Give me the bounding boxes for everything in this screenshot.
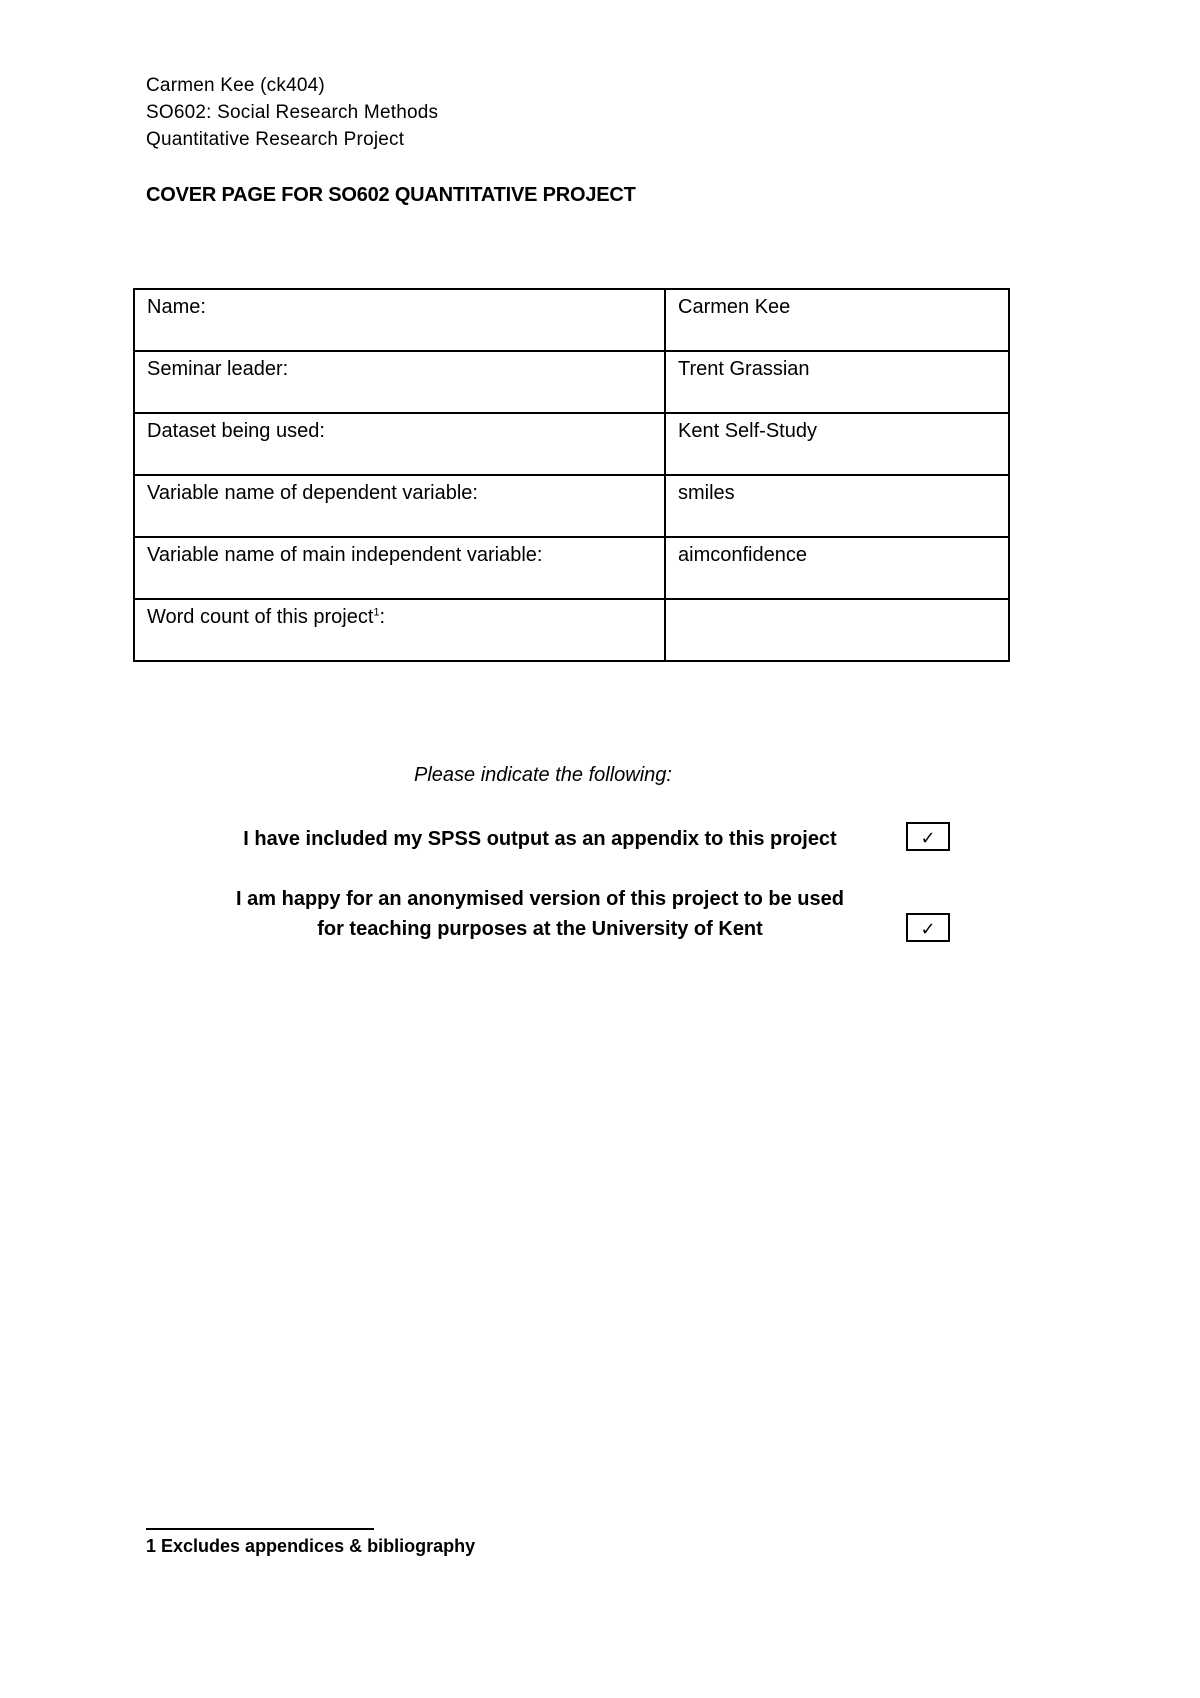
spss-output-checkbox[interactable] — [906, 822, 950, 851]
table-row — [134, 537, 1009, 599]
table-row — [134, 289, 1009, 351]
table-row — [134, 475, 1009, 537]
word-count-value[interactable] — [665, 599, 1009, 661]
anonymised-consent-checkbox[interactable] — [906, 913, 950, 942]
anonymised-consent-statement — [150, 884, 930, 944]
row-label: Seminar leader: — [134, 351, 665, 413]
row-value: smiles — [665, 475, 1009, 537]
spss-output-statement — [150, 824, 930, 854]
statement-line: I am happy for an anonymised version of this project to be used — [236, 888, 844, 910]
footnote: 1 Excludes appendices & bibliography — [146, 1536, 476, 1556]
word-count-label: Word count of this project — [147, 606, 374, 628]
cover-info-table — [133, 288, 1010, 662]
row-value: aimconfidence — [665, 537, 1009, 599]
row-label: Name: — [134, 289, 665, 351]
row-label: Variable name of main independent variable: — [134, 537, 665, 599]
checkmark-icon: ✓ — [920, 828, 936, 848]
project-type-line: Quantitative Research Project — [146, 129, 405, 150]
checkmark-icon: ✓ — [920, 919, 936, 939]
label-colon: : — [379, 606, 386, 628]
row-label — [134, 599, 665, 661]
table-row — [134, 599, 1009, 661]
author-line: Carmen Kee (ck404) — [146, 75, 325, 96]
table-row — [134, 351, 1009, 413]
row-value: Trent Grassian — [665, 351, 1009, 413]
row-value: Carmen Kee — [665, 289, 1009, 351]
statement-line: I have included my SPSS output as an appendix to this project — [243, 828, 837, 850]
row-label: Variable name of dependent variable: — [134, 475, 665, 537]
row-value: Kent Self-Study — [665, 413, 1009, 475]
table-row — [134, 413, 1009, 475]
indicate-prompt: Please indicate the following: — [414, 764, 672, 786]
module-line: SO602: Social Research Methods — [146, 102, 439, 123]
statement-line: for teaching purposes at the University of Kent — [317, 918, 763, 940]
page-title: COVER PAGE FOR SO602 QUANTITATIVE PROJECT — [146, 184, 636, 206]
footnote-mark: 1 — [373, 606, 380, 619]
row-label: Dataset being used: — [134, 413, 665, 475]
footnote-divider — [146, 1528, 374, 1530]
